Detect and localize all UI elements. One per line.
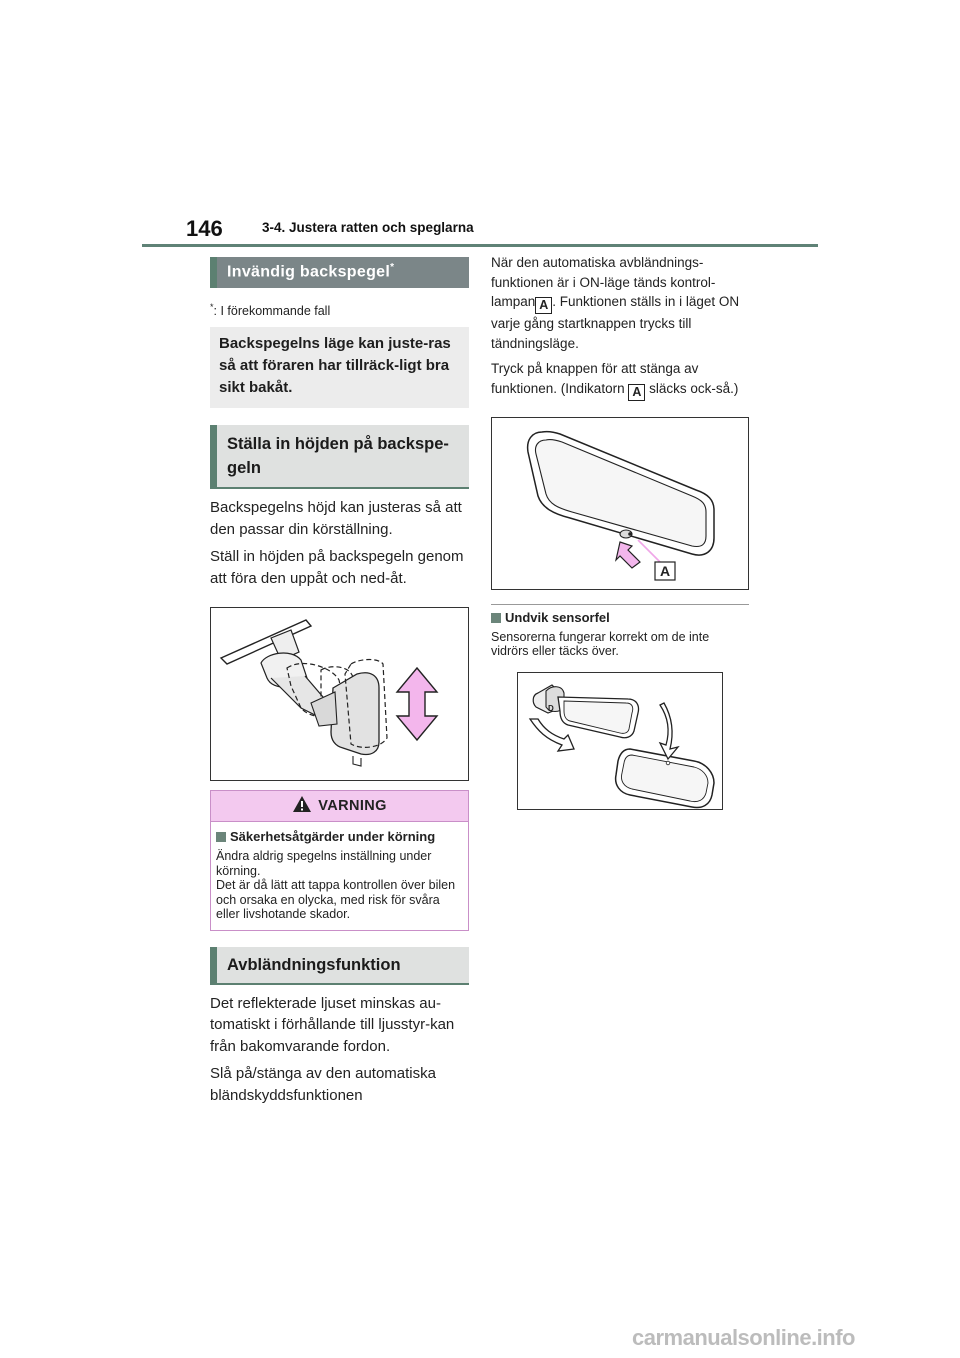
header-rule: [142, 244, 818, 247]
mirror-height-illustration: [211, 608, 468, 780]
sensor-error-text: Sensorerna fungerar korrekt om de inte vidrörs eller täcks över.: [491, 629, 710, 658]
footnote-asterisk: *: [210, 302, 214, 312]
left-column: [210, 257, 469, 1106]
square-bullet-icon: [216, 832, 226, 842]
paragraph-dimming-2: Slå på/stänga av den automatiska bländskyddsfunktionen: [210, 1065, 436, 1104]
section-title-height: Ställa in höjden på backspe-geln: [210, 425, 469, 489]
warning-text-1: Ändra aldrig spegelns inställning under körning.: [216, 849, 432, 878]
push-arrow-icon: [616, 542, 640, 568]
section-title-dimming: Avbländningsfunktion: [210, 947, 469, 985]
indicator-a-badge: A: [535, 297, 552, 314]
down-arrow-icon: [660, 703, 678, 759]
watermark: carmanualsonline.info: [632, 1325, 855, 1350]
paragraph-indicator-part1: När den automatiska avbländnings-funktionen är i ON-läge tänds kontrol-lampan: [491, 255, 716, 309]
paragraph-height-2: Ställ in höjden på backspegeln genom att föra den uppåt och ned-åt.: [210, 548, 464, 587]
paragraph-indicator: [491, 253, 749, 353]
footnote-text: : I förekommande fall: [213, 304, 331, 319]
sensor-error-heading-text: Undvik sensorfel: [505, 609, 610, 625]
figure-label-a: A: [659, 562, 671, 579]
chapter-title: 3-4. Justera ratten och speglarna: [262, 220, 474, 235]
mirror-height-figure: [210, 607, 469, 781]
intro-box: Backspegelns läge kan juste-ras så att föraren har tillräck-ligt bra sikt bakåt.: [210, 327, 469, 408]
paragraph-turn-off-part2: släcks ock-så.): [649, 380, 739, 396]
main-title-asterisk: *: [390, 262, 395, 273]
warning-text-2: Det är då lätt att tappa kontrollen över bilen och orsaka en olycka, med risk för svåra eller livshotande skador.: [216, 878, 456, 922]
square-bullet-icon: [491, 613, 501, 623]
paragraph-indicator-part2: . Funktionen ställs in i läget ON varje gång startknappen trycks till tändningsläge.: [491, 294, 740, 351]
warning-box: [210, 790, 469, 931]
warning-subtitle-text: Säkerhetsåtgärder under körning: [230, 829, 436, 845]
section-divider: [491, 604, 749, 605]
main-section-title: [210, 257, 469, 288]
paragraph-height-1: Backspegelns höjd kan justeras så att den passar din körställning.: [210, 499, 462, 538]
right-column: [491, 253, 749, 810]
mirror-button-figure: [491, 417, 749, 590]
warning-header: [211, 791, 468, 822]
mirror-button-illustration: [492, 418, 748, 589]
sensor-error-heading: [491, 610, 749, 625]
sensor-figure: [517, 672, 723, 810]
footnote: [210, 302, 469, 318]
sensor-illustration: [518, 673, 722, 809]
indicator-a-badge-2: A: [628, 384, 645, 401]
paragraph-turn-off: [491, 359, 749, 401]
warning-subtitle: [216, 829, 463, 844]
warning-title: VARNING: [318, 798, 387, 815]
page-number: 146: [186, 216, 223, 241]
svg-text:D: D: [548, 703, 554, 713]
main-title-text: Invändig backspegel: [227, 263, 391, 281]
warning-body: [211, 822, 468, 930]
paragraph-turn-off-part1: Tryck på knappen för att stänga av funktionen. (Indikatorn: [491, 361, 699, 396]
warning-triangle-icon: [292, 795, 312, 817]
up-down-arrow-icon: [397, 668, 437, 740]
paragraph-dimming-1: Det reflekterade ljuset minskas au-tomatiskt i förhållande till ljusstyr-kan från bakomvarande fordon.: [210, 994, 455, 1055]
